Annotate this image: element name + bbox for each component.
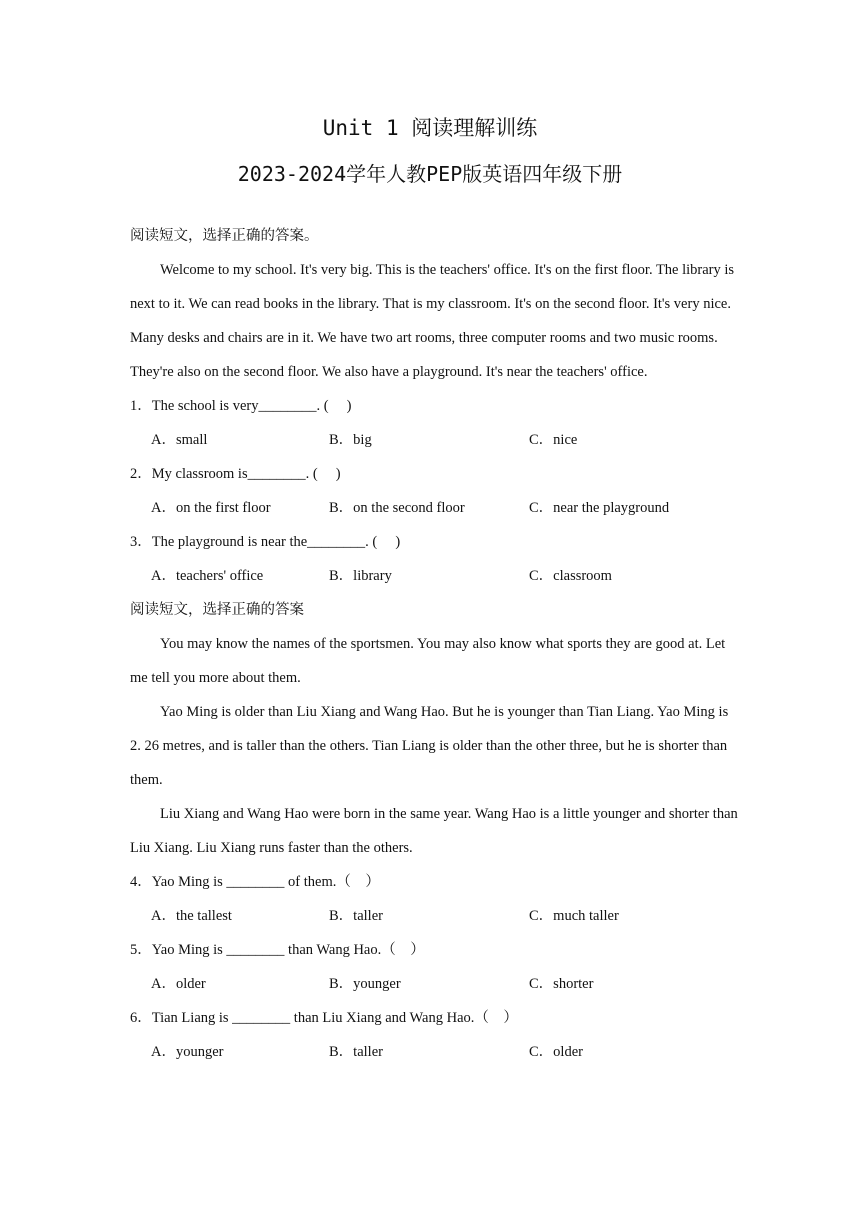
- section2-instruction: 阅读短文，选择正确的答案: [130, 602, 304, 618]
- option-b[interactable]: B．big: [329, 432, 372, 448]
- option-b[interactable]: B．taller: [329, 908, 383, 924]
- option-a[interactable]: A．younger: [151, 1044, 224, 1060]
- document-body: [130, 219, 740, 1069]
- question-5-options: [130, 967, 740, 1001]
- option-c[interactable]: C．near the playground: [529, 500, 670, 516]
- option-b[interactable]: B．younger: [329, 976, 401, 992]
- question-1: 1．The school is very________. ( ): [130, 398, 352, 414]
- section1-instruction: 阅读短文，选择正确的答案。: [130, 228, 319, 244]
- question-5: 5．Yao Ming is ________ than Wang Hao.（ ）: [130, 942, 425, 958]
- option-a[interactable]: A．older: [151, 976, 206, 992]
- option-a[interactable]: A．teachers' office: [151, 568, 264, 584]
- question-3: 3．The playground is near the________. ( ): [130, 534, 401, 550]
- option-c[interactable]: C．much taller: [529, 908, 619, 924]
- option-c[interactable]: C．classroom: [529, 568, 612, 584]
- question-4: 4．Yao Ming is ________ of them.（ ）: [130, 874, 380, 890]
- option-c[interactable]: C．nice: [529, 432, 578, 448]
- option-a[interactable]: A．on the first floor: [151, 500, 271, 516]
- question-4-options: [130, 899, 740, 933]
- page-title: Unit 1 阅读理解训练: [322, 116, 538, 140]
- section2-passage-paragraph-2: Yao Ming is older than Liu Xiang and Wang Hao. But he is younger than Tian Liang. Yao Ming is 2. 26 metres, and is taller than the others. Tian Liang is older than the other three, but he is shorter than them.: [130, 704, 729, 788]
- section2-passage-paragraph-3: Liu Xiang and Wang Hao were born in the same year. Wang Hao is a little younger and shorter than Liu Xiang. Liu Xiang runs faster than the others.: [130, 806, 738, 856]
- question-3-options: [130, 559, 740, 593]
- option-c[interactable]: C．older: [529, 1044, 583, 1060]
- question-1-options: [130, 423, 740, 457]
- option-a[interactable]: A．small: [151, 432, 208, 448]
- option-b[interactable]: B．library: [329, 568, 392, 584]
- option-c[interactable]: C．shorter: [529, 976, 594, 992]
- section2-passage-paragraph-1: You may know the names of the sportsmen. You may also know what sports they are good at. Let me tell you more about them.: [130, 636, 726, 686]
- page-subtitle: 2023-2024学年人教PEP版英语四年级下册: [237, 162, 623, 186]
- section1-passage: Welcome to my school. It's very big. This is the teachers' office. It's on the first floor. The library is next to it. We can read books in the library. That is my classroom. It's on the second floor. It's very nice. Many desks and chairs are in it. We have two art rooms, three computer rooms and two music rooms. They're also on the second floor. We also have a playground. It's near the teachers' office.: [130, 262, 735, 380]
- option-b[interactable]: B．on the second floor: [329, 500, 465, 516]
- option-b[interactable]: B．taller: [329, 1044, 383, 1060]
- question-6: 6．Tian Liang is ________ than Liu Xiang and Wang Hao.（ ）: [130, 1010, 518, 1026]
- question-6-options: [130, 1035, 740, 1069]
- question-2: 2．My classroom is________. ( ): [130, 466, 341, 482]
- question-2-options: [130, 491, 740, 525]
- option-a[interactable]: A．the tallest: [151, 908, 232, 924]
